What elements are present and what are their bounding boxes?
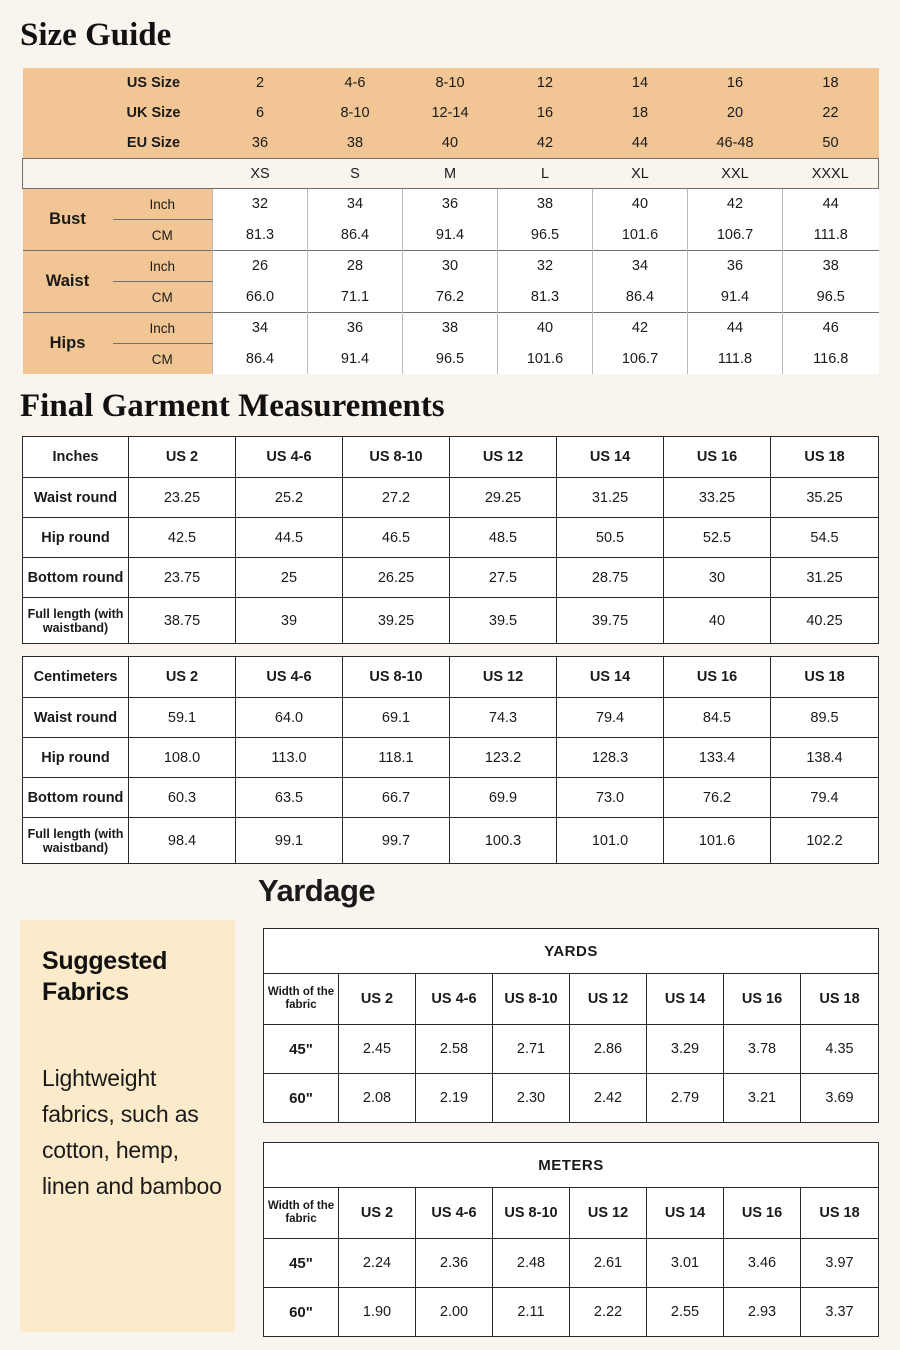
cell: 106.7 <box>593 344 688 375</box>
cell: 40 <box>403 128 498 159</box>
suggested-fabrics-heading: Suggested Fabrics <box>42 947 168 1006</box>
cell: 111.8 <box>688 344 783 375</box>
table-row <box>264 1288 879 1337</box>
cell: 39.25 <box>343 598 450 644</box>
cell: 89.5 <box>771 698 879 738</box>
cell: 113.0 <box>236 738 343 778</box>
cell: 36 <box>213 128 308 159</box>
cell: 46 <box>783 313 879 344</box>
table-header-row <box>264 1188 879 1239</box>
letter-size: XS <box>213 159 308 189</box>
measurement-row-bust-inch <box>23 189 879 220</box>
measurement-label: Bust <box>23 189 113 251</box>
column-header: US 14 <box>647 974 724 1025</box>
measurement-row-bust-cm <box>23 220 879 251</box>
cell: 108.0 <box>129 738 236 778</box>
cell: 31.25 <box>771 558 879 598</box>
cell: 123.2 <box>450 738 557 778</box>
cell: 2 <box>213 68 308 98</box>
table-row <box>264 1074 879 1123</box>
cell: 91.4 <box>403 220 498 251</box>
cell: 2.11 <box>493 1288 570 1337</box>
cell: 40.25 <box>771 598 879 644</box>
measurement-row-hips-inch <box>23 313 879 344</box>
cell: 50.5 <box>557 518 664 558</box>
row-label: Bottom round <box>23 778 129 818</box>
cell: 52.5 <box>664 518 771 558</box>
size-guide-table <box>22 68 878 374</box>
row-label: Waist round <box>23 698 129 738</box>
letter-size: L <box>498 159 593 189</box>
cell: 4.35 <box>801 1025 879 1074</box>
cell: 2.00 <box>416 1288 493 1337</box>
section-title-yardage: Yardage <box>258 873 376 908</box>
cell: 34 <box>308 189 403 220</box>
cell: 100.3 <box>450 818 557 864</box>
cell: 42 <box>593 313 688 344</box>
yardage-yards-table <box>263 928 879 1123</box>
cell: 44 <box>783 189 879 220</box>
cell: 46-48 <box>688 128 783 159</box>
cell: 29.25 <box>450 478 557 518</box>
cell: 1.90 <box>339 1288 416 1337</box>
suggested-fabrics-body: Lightweight fabrics, such as cotton, hemp, linen and bamboo <box>42 1065 222 1199</box>
column-header: US 18 <box>771 657 879 698</box>
cell: 44 <box>593 128 688 159</box>
column-header: US 4-6 <box>236 657 343 698</box>
cell: 31.25 <box>557 478 664 518</box>
cell: 6 <box>213 98 308 128</box>
cell: 86.4 <box>213 344 308 375</box>
fabric-width-label: 60" <box>264 1288 339 1337</box>
unit-label: Inch <box>113 313 213 344</box>
cell: 69.9 <box>450 778 557 818</box>
cell: 64.0 <box>236 698 343 738</box>
width-of-fabric-header: Width of the fabric <box>264 1188 339 1239</box>
cell: 25 <box>236 558 343 598</box>
cell: 2.30 <box>493 1074 570 1123</box>
yardage-meters-table <box>263 1142 879 1337</box>
banner-label: METERS <box>264 1143 879 1188</box>
cell: 73.0 <box>557 778 664 818</box>
measurement-row-waist-cm <box>23 282 879 313</box>
cell: 28.75 <box>557 558 664 598</box>
cell: 39.5 <box>450 598 557 644</box>
cell: 12-14 <box>403 98 498 128</box>
cell: 44.5 <box>236 518 343 558</box>
cell: 35.25 <box>771 478 879 518</box>
column-header: US 16 <box>664 437 771 478</box>
cell: 44 <box>688 313 783 344</box>
cell: 2.08 <box>339 1074 416 1123</box>
cell: 96.5 <box>403 344 498 375</box>
unit-label: CM <box>113 220 213 251</box>
column-header: US 16 <box>724 974 801 1025</box>
row-label: Waist round <box>23 478 129 518</box>
cell: 102.2 <box>771 818 879 864</box>
cell: 76.2 <box>403 282 498 313</box>
cell: 32 <box>213 189 308 220</box>
column-header: US 12 <box>570 974 647 1025</box>
cell: 86.4 <box>593 282 688 313</box>
cell: 106.7 <box>688 220 783 251</box>
cell: 20 <box>688 98 783 128</box>
cell: 74.3 <box>450 698 557 738</box>
row-label: US Size <box>113 68 213 98</box>
cell: 42.5 <box>129 518 236 558</box>
column-header: US 2 <box>339 1188 416 1239</box>
cell: 101.6 <box>664 818 771 864</box>
final-garment-centimeters-table <box>22 656 879 864</box>
cell: 2.86 <box>570 1025 647 1074</box>
cell: 27.2 <box>343 478 450 518</box>
table-row <box>23 478 879 518</box>
cell: 16 <box>688 68 783 98</box>
column-header: US 4-6 <box>416 974 493 1025</box>
cell: 138.4 <box>771 738 879 778</box>
table-row <box>23 598 879 644</box>
column-header: US 4-6 <box>416 1188 493 1239</box>
cell: 40 <box>498 313 593 344</box>
column-header: US 14 <box>647 1188 724 1239</box>
table-row <box>23 738 879 778</box>
cell: 91.4 <box>688 282 783 313</box>
measurement-label: Waist <box>23 251 113 313</box>
cell: 48.5 <box>450 518 557 558</box>
cell: 26 <box>213 251 308 282</box>
cell: 18 <box>783 68 879 98</box>
column-header: US 8-10 <box>343 657 450 698</box>
cell: 3.29 <box>647 1025 724 1074</box>
table-row <box>23 558 879 598</box>
row-label: EU Size <box>113 128 213 159</box>
cell: 16 <box>498 98 593 128</box>
cell: 2.61 <box>570 1239 647 1288</box>
cell: 4-6 <box>308 68 403 98</box>
column-header: US 12 <box>570 1188 647 1239</box>
measurement-row-hips-cm <box>23 344 879 375</box>
cell: 79.4 <box>557 698 664 738</box>
letter-size: M <box>403 159 498 189</box>
unit-label: CM <box>113 282 213 313</box>
cell: 99.1 <box>236 818 343 864</box>
row-label: Full length (with waistband) <box>23 598 129 644</box>
cell: 86.4 <box>308 220 403 251</box>
column-header: US 14 <box>557 657 664 698</box>
cell: 50 <box>783 128 879 159</box>
row-label: Hip round <box>23 738 129 778</box>
cell: 2.58 <box>416 1025 493 1074</box>
cell: 59.1 <box>129 698 236 738</box>
cell: 8-10 <box>308 98 403 128</box>
cell: 101.6 <box>593 220 688 251</box>
cell: 36 <box>403 189 498 220</box>
cell: 2.24 <box>339 1239 416 1288</box>
cell: 38.75 <box>129 598 236 644</box>
cell: 2.42 <box>570 1074 647 1123</box>
cell: 8-10 <box>403 68 498 98</box>
cell: 33.25 <box>664 478 771 518</box>
cell: 116.8 <box>783 344 879 375</box>
cell: 32 <box>498 251 593 282</box>
cell: 54.5 <box>771 518 879 558</box>
fabric-width-label: 45" <box>264 1025 339 1074</box>
column-header: US 2 <box>339 974 416 1025</box>
table-row <box>264 1025 879 1074</box>
final-garment-inches-table <box>22 436 879 644</box>
letter-size: XL <box>593 159 688 189</box>
cell: 23.75 <box>129 558 236 598</box>
size-row-eu <box>23 128 879 159</box>
column-header: US 18 <box>801 974 879 1025</box>
column-header: US 8-10 <box>493 974 570 1025</box>
cell: 34 <box>593 251 688 282</box>
column-header: US 12 <box>450 437 557 478</box>
cell: 3.97 <box>801 1239 879 1288</box>
cell: 22 <box>783 98 879 128</box>
letter-size-row <box>23 159 879 189</box>
size-row-uk <box>23 98 879 128</box>
cell: 71.1 <box>308 282 403 313</box>
unit-header: Centimeters <box>23 657 129 698</box>
cell: 91.4 <box>308 344 403 375</box>
cell: 66.0 <box>213 282 308 313</box>
cell: 79.4 <box>771 778 879 818</box>
cell: 3.37 <box>801 1288 879 1337</box>
cell: 2.19 <box>416 1074 493 1123</box>
cell: 38 <box>403 313 498 344</box>
unit-header: Inches <box>23 437 129 478</box>
section-title-final-garment: Final Garment Measurements <box>20 388 445 424</box>
column-header: US 14 <box>557 437 664 478</box>
cell: 76.2 <box>664 778 771 818</box>
cell: 39.75 <box>557 598 664 644</box>
cell: 30 <box>664 558 771 598</box>
table-row <box>23 698 879 738</box>
letter-size: XXXL <box>783 159 879 189</box>
cell: 23.25 <box>129 478 236 518</box>
cell: 14 <box>593 68 688 98</box>
table-header-row <box>23 437 879 478</box>
suggested-fabrics-panel <box>20 920 235 1332</box>
column-header: US 2 <box>129 657 236 698</box>
cell: 3.01 <box>647 1239 724 1288</box>
column-header: US 16 <box>724 1188 801 1239</box>
cell: 26.25 <box>343 558 450 598</box>
table-row <box>23 778 879 818</box>
table-header-row <box>264 974 879 1025</box>
cell: 18 <box>593 98 688 128</box>
cell: 133.4 <box>664 738 771 778</box>
measurement-label: Hips <box>23 313 113 375</box>
cell: 2.93 <box>724 1288 801 1337</box>
fabric-width-label: 45" <box>264 1239 339 1288</box>
column-header: US 2 <box>129 437 236 478</box>
table-row <box>23 518 879 558</box>
cell: 60.3 <box>129 778 236 818</box>
cell: 36 <box>308 313 403 344</box>
cell: 84.5 <box>664 698 771 738</box>
cell: 40 <box>664 598 771 644</box>
cell: 81.3 <box>498 282 593 313</box>
cell: 3.69 <box>801 1074 879 1123</box>
cell: 28 <box>308 251 403 282</box>
cell: 66.7 <box>343 778 450 818</box>
cell: 36 <box>688 251 783 282</box>
cell: 118.1 <box>343 738 450 778</box>
fabric-width-label: 60" <box>264 1074 339 1123</box>
column-header: US 18 <box>801 1188 879 1239</box>
row-label: Bottom round <box>23 558 129 598</box>
cell: 38 <box>783 251 879 282</box>
row-label: UK Size <box>113 98 213 128</box>
letter-size: S <box>308 159 403 189</box>
cell: 2.48 <box>493 1239 570 1288</box>
cell: 96.5 <box>783 282 879 313</box>
row-label: Full length (with waistband) <box>23 818 129 864</box>
column-header: US 18 <box>771 437 879 478</box>
cell: 3.46 <box>724 1239 801 1288</box>
cell: 2.22 <box>570 1288 647 1337</box>
cell: 101.0 <box>557 818 664 864</box>
cell: 12 <box>498 68 593 98</box>
table-banner-row <box>264 1143 879 1188</box>
cell: 42 <box>498 128 593 159</box>
cell: 34 <box>213 313 308 344</box>
column-header: US 8-10 <box>343 437 450 478</box>
measurement-row-waist-inch <box>23 251 879 282</box>
cell: 96.5 <box>498 220 593 251</box>
cell: 3.21 <box>724 1074 801 1123</box>
row-label: Hip round <box>23 518 129 558</box>
cell: 101.6 <box>498 344 593 375</box>
cell: 69.1 <box>343 698 450 738</box>
unit-label: Inch <box>113 251 213 282</box>
cell: 128.3 <box>557 738 664 778</box>
cell: 42 <box>688 189 783 220</box>
table-row <box>23 818 879 864</box>
width-of-fabric-header: Width of the fabric <box>264 974 339 1025</box>
cell: 81.3 <box>213 220 308 251</box>
cell: 25.2 <box>236 478 343 518</box>
cell: 2.79 <box>647 1074 724 1123</box>
cell: 46.5 <box>343 518 450 558</box>
cell: 3.78 <box>724 1025 801 1074</box>
cell: 63.5 <box>236 778 343 818</box>
cell: 39 <box>236 598 343 644</box>
banner-label: YARDS <box>264 929 879 974</box>
column-header: US 4-6 <box>236 437 343 478</box>
cell: 27.5 <box>450 558 557 598</box>
cell: 99.7 <box>343 818 450 864</box>
cell: 38 <box>308 128 403 159</box>
column-header: US 12 <box>450 657 557 698</box>
column-header: US 16 <box>664 657 771 698</box>
cell: 40 <box>593 189 688 220</box>
table-header-row <box>23 657 879 698</box>
cell: 98.4 <box>129 818 236 864</box>
unit-label: CM <box>113 344 213 375</box>
table-banner-row <box>264 929 879 974</box>
size-row-us <box>23 68 879 98</box>
cell: 2.45 <box>339 1025 416 1074</box>
unit-label: Inch <box>113 189 213 220</box>
cell: 2.55 <box>647 1288 724 1337</box>
cell: 30 <box>403 251 498 282</box>
page-title: Size Guide <box>20 17 172 53</box>
letter-size: XXL <box>688 159 783 189</box>
cell: 2.71 <box>493 1025 570 1074</box>
cell: 2.36 <box>416 1239 493 1288</box>
cell: 38 <box>498 189 593 220</box>
table-row <box>264 1239 879 1288</box>
column-header: US 8-10 <box>493 1188 570 1239</box>
cell: 111.8 <box>783 220 879 251</box>
